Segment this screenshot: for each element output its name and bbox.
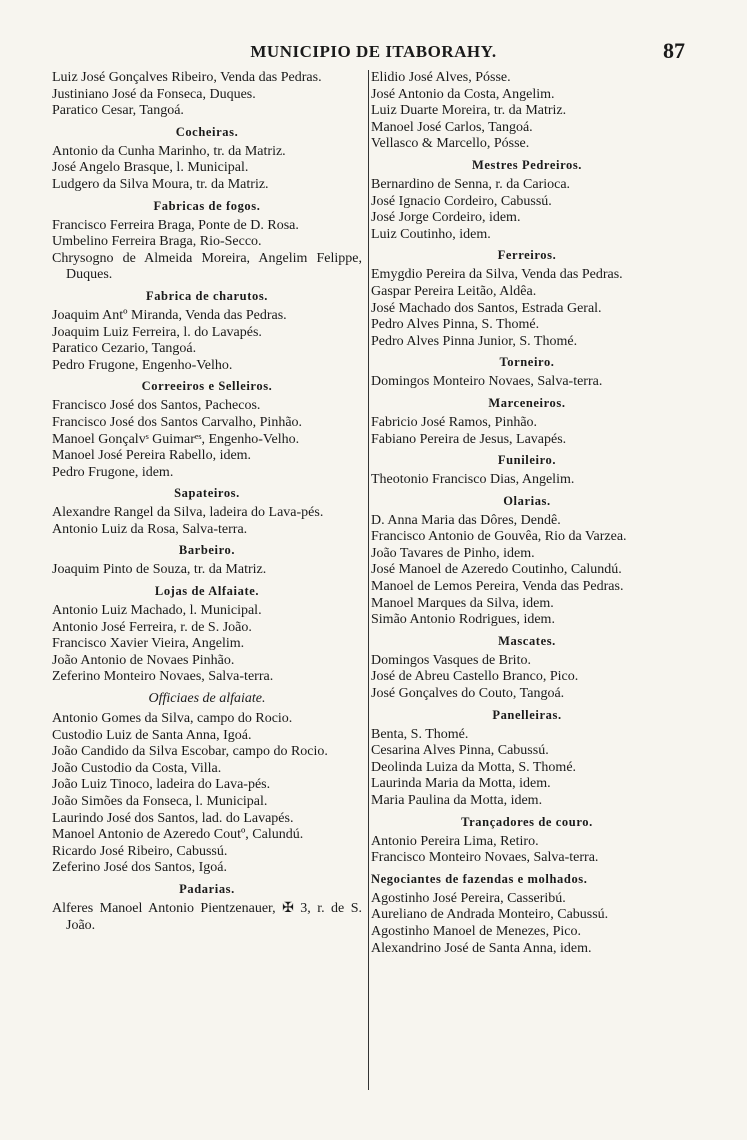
directory-section — [52, 70, 362, 120]
directory-entry: Antonio Gomes da Silva, campo do Rocio. — [52, 711, 293, 727]
directory-entry: José Antonio da Costa, Angelim. — [371, 86, 555, 102]
directory-entry: José Manoel de Azeredo Coutinho, Calundú. — [371, 562, 622, 578]
directory-section — [52, 379, 362, 481]
directory-entry: Theotonio Francisco Dias, Angelim. — [371, 472, 575, 488]
directory-entry: Maria Paulina da Motta, idem. — [371, 793, 543, 808]
directory-entry: Fabricio José Ramos, Pinhão. — [371, 414, 538, 430]
directory-section — [52, 882, 362, 934]
directory-entry: Francisco José dos Santos, Pachecos. — [52, 398, 261, 414]
section-heading: Olarias. — [503, 493, 551, 508]
directory-entry: Laurindo José dos Santos, lad. do Lavapés. — [52, 810, 294, 826]
directory-entry: Manoel Gonçalvˢ Guimarᵉˢ, Engenho-Velho. — [52, 431, 300, 447]
directory-section — [52, 486, 362, 538]
directory-entry: Manoel José Carlos, Tangoá. — [371, 119, 533, 135]
directory-entry: Manoel Marques da Silva, idem. — [371, 595, 554, 611]
directory-entry: Francisco Ferreira Braga, Ponte de D. Rosa. — [52, 217, 299, 233]
directory-section — [371, 872, 683, 957]
directory-entry: Alferes Manoel Antonio Pientzenauer, ✠ 3, r. de S. João. — [52, 900, 362, 933]
directory-section — [371, 355, 683, 391]
directory-section — [371, 453, 683, 489]
section-heading: Torneiro. — [499, 355, 555, 370]
directory-entry: João Custodio da Costa, Villa. — [52, 760, 222, 776]
directory-entry: Francisco Xavier Vieira, Angelim. — [52, 636, 245, 652]
directory-entry: Zeferino José dos Santos, Igoá. — [52, 860, 227, 876]
section-heading: Correeiros e Selleiros. — [141, 379, 273, 394]
directory-entry: Chrysogno de Almeida Moreira, Angelim Felippe, Duques. — [52, 250, 362, 283]
directory-section — [52, 691, 362, 877]
directory-entry: Francisco Monteiro Novaes, Salva-terra. — [371, 850, 599, 866]
directory-entry: João Tavares de Pinho, idem. — [371, 545, 535, 561]
directory-entry: Umbelino Ferreira Braga, Rio-Secco. — [52, 234, 262, 250]
directory-entry: Justiniano José da Fonseca, Duques. — [52, 86, 256, 102]
left-column — [52, 70, 362, 934]
section-heading: Negociantes de fazendas e molhados. — [371, 871, 588, 886]
directory-entry: Vellasco & Marcello, Pósse. — [371, 136, 530, 152]
directory-entry: Luiz Coutinho, idem. — [371, 226, 491, 242]
section-heading: Panelleiras. — [492, 707, 562, 722]
directory-entry: Fabiano Pereira de Jesus, Lavapés. — [371, 431, 567, 447]
directory-entry: Aureliano de Andrada Monteiro, Cabussú. — [371, 907, 609, 923]
section-heading: Fabricas de fogos. — [153, 198, 261, 213]
section-heading: Officiaes de alfaiate. — [148, 691, 266, 707]
directory-entry: Laurinda Maria da Motta, idem. — [371, 776, 551, 792]
directory-entry: Emygdio Pereira da Silva, Venda das Pedras. — [371, 267, 623, 283]
page-number: 87 — [663, 38, 685, 63]
directory-entry: Alexandrino José de Santa Anna, idem. — [371, 940, 592, 956]
directory-entry: Bernardino de Senna, r. da Carioca. — [371, 176, 571, 192]
directory-entry: José Angelo Brasque, l. Municipal. — [52, 160, 249, 176]
directory-entry: Antonio da Cunha Marinho, tr. da Matriz. — [52, 143, 286, 159]
section-heading: Mestres Pedreiros. — [471, 157, 583, 172]
directory-entry: Paratico Cesar, Tangoá. — [52, 103, 184, 119]
directory-section — [52, 199, 362, 284]
directory-section — [52, 543, 362, 579]
directory-entry: D. Anna Maria das Dôres, Dendê. — [371, 512, 561, 528]
section-heading: Mascates. — [498, 633, 556, 648]
directory-entry: Alexandre Rangel da Silva, ladeira do Lava-pés. — [52, 505, 324, 521]
directory-entry: Gaspar Pereira Leitão, Aldêa. — [371, 283, 537, 299]
directory-entry: Benta, S. Thomé. — [371, 726, 469, 742]
directory-section — [371, 248, 683, 350]
directory-entry: Manoel Antonio de Azeredo Coutº, Calundú. — [52, 827, 304, 843]
directory-entry: Cesarina Alves Pinna, Cabussú. — [371, 743, 549, 759]
directory-entry: Joaquim Antº Miranda, Venda das Pedras. — [52, 307, 287, 323]
directory-entry: Domingos Monteiro Novaes, Salva-terra. — [371, 374, 603, 390]
directory-entry: Manoel José Pereira Rabello, idem. — [52, 448, 252, 464]
section-heading: Marceneiros. — [488, 395, 566, 410]
right-column — [368, 70, 683, 1090]
directory-section — [371, 494, 683, 629]
directory-entry: Francisco José dos Santos Carvalho, Pinhão. — [52, 414, 303, 430]
directory-entry: Joaquim Pinto de Souza, tr. da Matriz. — [52, 562, 267, 578]
directory-entry: João Candido da Silva Escobar, campo do Rocio. — [52, 744, 328, 760]
section-heading: Sapateiros. — [174, 486, 240, 501]
directory-entry: Paratico Cezario, Tangoá. — [52, 341, 197, 357]
directory-entry: Pedro Frugone, Engenho-Velho. — [52, 357, 233, 373]
directory-entry: Pedro Frugone, idem. — [52, 464, 174, 480]
section-heading: Funileiro. — [497, 453, 557, 468]
directory-entry: Luiz Duarte Moreira, tr. da Matriz. — [371, 103, 567, 119]
directory-entry: Elidio José Alves, Pósse. — [371, 70, 511, 85]
directory-section — [371, 396, 683, 448]
directory-entry: Luiz José Gonçalves Ribeiro, Venda das Pedras. — [52, 70, 322, 85]
directory-entry: Custodio Luiz de Santa Anna, Igoá. — [52, 727, 252, 743]
page-header — [0, 38, 747, 68]
directory-entry: Manoel de Lemos Pereira, Venda das Pedras. — [371, 579, 624, 595]
section-heading: Trançadores de couro. — [461, 814, 593, 829]
directory-entry: Francisco Antonio de Gouvêa, Rio da Varzea. — [371, 529, 627, 545]
directory-entry: Deolinda Luiza da Motta, S. Thomé. — [371, 759, 577, 775]
section-heading: Barbeiro. — [178, 543, 236, 558]
running-title: MUNICIPIO DE ITABORAHY. — [250, 42, 497, 61]
directory-entry: João Luiz Tinoco, ladeira do Lava-pés. — [52, 777, 271, 793]
directory-entry: João Antonio de Novaes Pinhão. — [52, 652, 235, 668]
directory-entry: José de Abreu Castello Branco, Pico. — [371, 669, 579, 685]
directory-section — [52, 125, 362, 194]
directory-entry: Ricardo José Ribeiro, Cabussú. — [52, 843, 228, 859]
section-heading: Cocheiras. — [175, 124, 239, 139]
directory-section — [371, 70, 683, 153]
section-heading: Fabrica de charutos. — [145, 288, 269, 303]
directory-entry: Agostinho José Pereira, Casseribú. — [371, 890, 566, 906]
directory-section — [52, 289, 362, 374]
directory-entry: Antonio Luiz da Rosa, Salva-terra. — [52, 521, 248, 537]
directory-section — [371, 815, 683, 867]
directory-entry: José Ignacio Cordeiro, Cabussú. — [371, 193, 552, 209]
directory-entry: Domingos Vasques de Brito. — [371, 652, 531, 668]
directory-entry: Joaquim Luiz Ferreira, l. do Lavapés. — [52, 324, 262, 340]
directory-entry: Pedro Alves Pinna, S. Thomé. — [371, 317, 540, 333]
directory-entry: João Simões da Fonseca, l. Municipal. — [52, 794, 268, 809]
directory-entry: Pedro Alves Pinna Junior, S. Thomé. — [371, 333, 578, 349]
directory-section — [371, 158, 683, 243]
directory-entry: José Jorge Cordeiro, idem. — [371, 210, 521, 226]
section-heading: Padarias. — [179, 881, 235, 896]
directory-entry: José Machado dos Santos, Estrada Geral. — [371, 300, 602, 316]
directory-entry: José Gonçalves do Couto, Tangoá. — [371, 686, 565, 702]
section-heading: Ferreiros. — [497, 248, 557, 263]
directory-entry: Ludgero da Silva Moura, tr. da Matriz. — [52, 176, 269, 192]
directory-entry: Zeferino Monteiro Novaes, Salva-terra. — [52, 669, 274, 685]
directory-entry: Antonio José Ferreira, r. de S. João. — [52, 619, 252, 635]
section-heading: Lojas de Alfaiate. — [154, 584, 260, 599]
directory-entry: Antonio Luiz Machado, l. Municipal. — [52, 603, 262, 619]
directory-entry: Simão Antonio Rodrigues, idem. — [371, 612, 555, 628]
directory-entry: Agostinho Manoel de Menezes, Pico. — [371, 923, 581, 939]
directory-section — [371, 634, 683, 703]
directory-section — [371, 708, 683, 810]
directory-entry: Antonio Pereira Lima, Retiro. — [371, 833, 539, 849]
directory-section — [52, 584, 362, 686]
